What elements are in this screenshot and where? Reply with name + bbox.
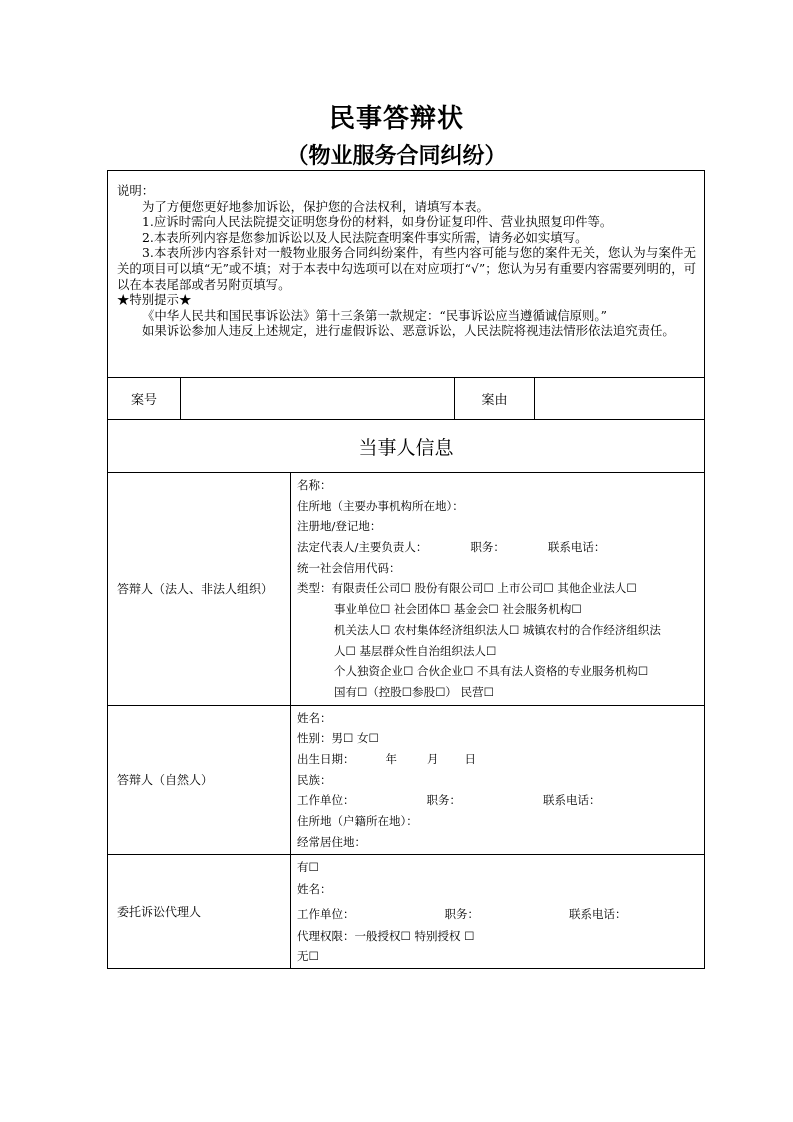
birth-day-label: 日 bbox=[464, 751, 476, 766]
org-type-line-4[interactable]: 人☐ 基层群众性自治组织法人☐ bbox=[334, 643, 497, 658]
person-respondent-row bbox=[108, 705, 705, 855]
case-number-field[interactable] bbox=[181, 378, 455, 420]
org-credit-code-field[interactable]: 统一社会信用代码： bbox=[297, 560, 401, 575]
party-info-heading: 当事人信息 bbox=[108, 420, 705, 473]
instructions-row bbox=[108, 171, 705, 378]
person-phone-field[interactable]: 联系电话： bbox=[543, 793, 601, 808]
org-position-field[interactable]: 职务： bbox=[470, 540, 505, 555]
agent-row bbox=[108, 855, 705, 969]
special-notice-heading: ★特别提示★ bbox=[117, 292, 192, 308]
org-type-line-6[interactable]: 国有☐（控股☐参股☐） 民营☐ bbox=[334, 684, 494, 699]
org-type-line-3[interactable]: 机关法人☐ 农村集体经济组织法人☐ 城镇农村的合作经济组织法 bbox=[334, 622, 661, 637]
law-warning: 如果诉讼参加人违反上述规定，进行虚假诉讼、恶意诉讼，人民法院将视违法情形依法追究责任。 bbox=[142, 323, 675, 339]
instruction-item-1: 1.应诉时需向人民法院提交证明您身份的材料，如身份证复印件、营业执照复印件等。 bbox=[142, 214, 613, 230]
instruction-intro: 为了方便您更好地参加诉讼，保护您的合法权利，请填写本表。 bbox=[142, 198, 489, 214]
person-respondent-fields[interactable] bbox=[291, 705, 705, 855]
agent-fields[interactable] bbox=[291, 855, 705, 969]
person-birth-label: 出生日期： bbox=[297, 751, 355, 766]
instructions-heading: 说明： bbox=[117, 183, 155, 198]
person-residence-field[interactable]: 经常居住地： bbox=[297, 834, 366, 849]
person-ethnicity-field[interactable]: 民族： bbox=[297, 772, 332, 787]
person-birth-line[interactable] bbox=[297, 749, 698, 770]
org-registered-field[interactable]: 注册地/登记地： bbox=[297, 519, 382, 534]
person-respondent-label: 答辩人（自然人） bbox=[108, 705, 291, 855]
org-name-field[interactable]: 名称： bbox=[297, 478, 332, 492]
org-address-field[interactable]: 住所地（主要办事机构所在地）： bbox=[297, 498, 464, 513]
agent-position-field[interactable]: 职务： bbox=[444, 906, 479, 921]
org-type-line-1[interactable]: 类型：有限责任公司☐ 股份有限公司☐ 上市公司☐ 其他企业法人☐ bbox=[297, 581, 637, 596]
case-cause-label: 案由 bbox=[455, 378, 535, 420]
person-name-field[interactable]: 姓名： bbox=[297, 710, 332, 725]
birth-year-label: 年 bbox=[385, 751, 397, 766]
case-cause-field[interactable] bbox=[535, 378, 705, 420]
person-gender-field[interactable]: 性别：男☐ 女☐ bbox=[297, 731, 379, 746]
person-work-unit-field[interactable]: 工作单位： bbox=[297, 793, 355, 808]
org-type-line-2[interactable]: 事业单位☐ 社会团体☐ 基金会☐ 社会服务机构☐ bbox=[334, 602, 582, 617]
agent-has-checkbox[interactable]: 有☐ bbox=[297, 860, 319, 875]
instruction-item-2: 2.本表所列内容是您参加诉讼以及人民法院查明案件事实所需，请务必如实填写。 bbox=[142, 229, 588, 245]
org-type-line-5[interactable]: 个人独资企业☐ 合伙企业☐ 不具有法人资格的专业服务机构☐ bbox=[334, 664, 649, 679]
defense-form-table bbox=[107, 170, 705, 969]
case-number-label: 案号 bbox=[108, 378, 181, 420]
org-rep-line bbox=[297, 537, 698, 558]
org-respondent-row bbox=[108, 473, 705, 706]
org-rep-field[interactable]: 法定代表人/主要负责人： bbox=[297, 540, 428, 555]
agent-name-field[interactable]: 姓名： bbox=[297, 882, 332, 897]
law-citation: 《中华人民共和国民事诉讼法》第十三条第一款规定：“民事诉讼应当遵循诚信原则。” bbox=[142, 307, 607, 323]
agent-authority-field[interactable]: 代理权限：一般授权☐ 特别授权 ☐ bbox=[297, 929, 475, 944]
org-phone-field[interactable]: 联系电话： bbox=[547, 540, 606, 555]
agent-phone-field[interactable]: 联系电话： bbox=[569, 906, 627, 921]
person-position-field[interactable]: 职务： bbox=[426, 793, 461, 808]
agent-none-checkbox[interactable]: 无☐ bbox=[297, 949, 319, 964]
party-info-heading-row bbox=[108, 420, 705, 473]
agent-label: 委托诉讼代理人 bbox=[108, 855, 291, 969]
person-work-line bbox=[297, 790, 698, 811]
org-respondent-label: 答辩人（法人、非法人组织） bbox=[108, 473, 291, 706]
document-title: 民事答辩状 bbox=[328, 104, 464, 134]
org-respondent-fields[interactable] bbox=[291, 473, 705, 706]
person-household-field[interactable]: 住所地（户籍所在地）： bbox=[297, 814, 418, 828]
agent-work-unit-field[interactable]: 工作单位： bbox=[297, 906, 355, 921]
document-subtitle: （物业服务合同纠纷） bbox=[286, 143, 507, 169]
instructions-box bbox=[108, 171, 705, 378]
agent-work-line bbox=[297, 902, 698, 927]
birth-month-label: 月 bbox=[427, 751, 439, 766]
case-info-row bbox=[108, 378, 705, 420]
instruction-item-3: 3.本表所涉内容系针对一般物业服务合同纠纷案件，有些内容可能与您的案件无关，您认为与案件无关的项目可以填“无”或不填；对于本表中勾选项可以在对应项打“√”；您认为另有重要内容需要列明的，可以在本表尾部或者另附页填写。 bbox=[117, 245, 697, 292]
